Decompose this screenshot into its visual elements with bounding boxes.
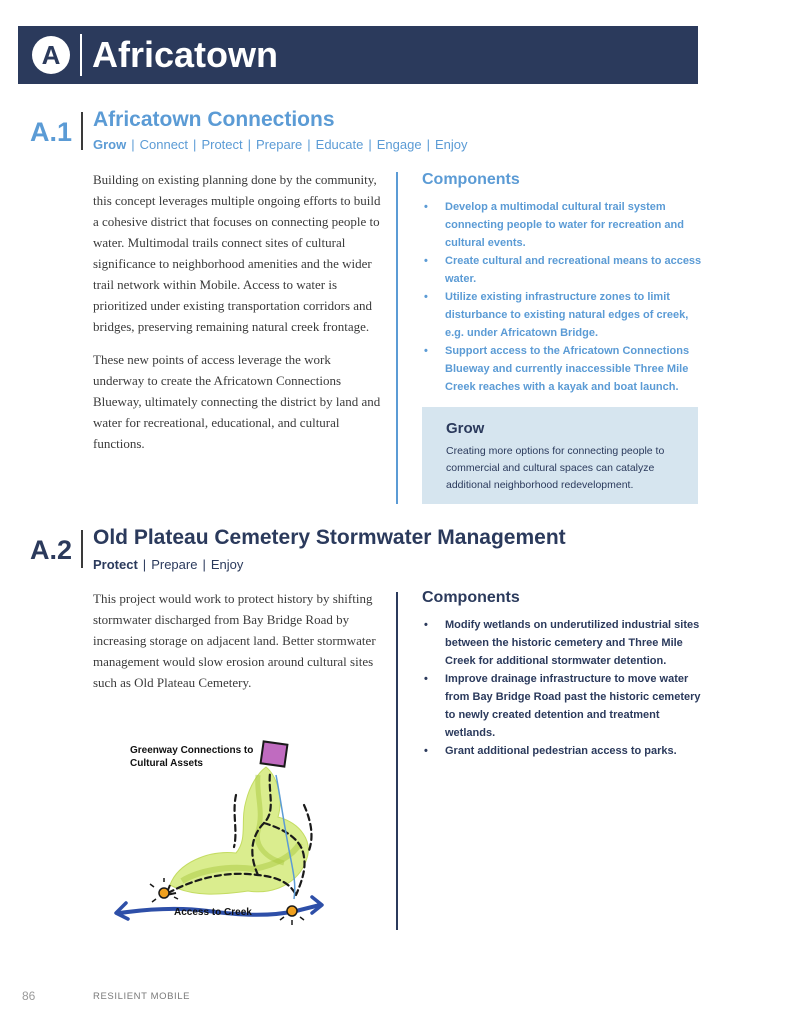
- greenway-fill: [170, 767, 308, 894]
- section-tags: [93, 136, 468, 154]
- tag-enjoy: Enjoy: [434, 137, 468, 152]
- bullet: •: [424, 619, 428, 631]
- bullet: •: [424, 345, 428, 357]
- banner-divider: [80, 34, 82, 76]
- section-number: A.2: [30, 535, 73, 565]
- tag-separator: |: [131, 137, 135, 152]
- section-title: Africatown Connections: [93, 108, 335, 131]
- list-item: • Modify wetlands on underutilized industrial sites between the historic cemetery and Three Mile Creek for additional stormwater detention.: [422, 616, 702, 670]
- chapter-letter-badge: A: [32, 36, 70, 74]
- section-divider: [81, 112, 83, 150]
- bullet: •: [424, 201, 428, 213]
- tag-connect: Connect: [139, 137, 189, 152]
- tag-separator: |: [307, 137, 311, 152]
- section-title: Old Plateau Cemetery Stormwater Management: [93, 526, 566, 549]
- sketch-label-greenway: Greenway Connections to Cultural Assets: [130, 745, 254, 769]
- publication-title: RESILIENT MOBILE: [93, 991, 191, 1002]
- components-list: [422, 616, 702, 760]
- list-item: • Grant additional pedestrian access to parks.: [422, 742, 702, 760]
- tag-separator: |: [368, 137, 372, 152]
- section-divider: [81, 530, 83, 568]
- chapter-banner: [18, 26, 698, 84]
- tag-separator: |: [247, 137, 252, 152]
- page-number: 86: [22, 989, 36, 1003]
- bullet: •: [424, 255, 428, 267]
- column-divider: [396, 592, 398, 930]
- callout-text: Creating more options for connecting people to commercial and cultural spaces can catalyze additional neighborhood redevelopment.: [446, 445, 665, 491]
- components-heading: Components: [422, 589, 520, 606]
- body-paragraph: This project would work to protect history by shifting stormwater discharged from Bay Bridge Road by increasing storage on adjacent land. Better stormwater management would slow erosion around cultural sites such as Old Plateau Cemetery.: [93, 591, 376, 690]
- sketch-label-creek-access: Access to Creek: [174, 907, 252, 918]
- tag-separator: |: [426, 137, 430, 152]
- list-item: • Develop a multimodal cultural trail system connecting people to water for recreation and cultural events.: [422, 198, 702, 252]
- list-item: • Create cultural and recreational means to access water.: [422, 252, 702, 288]
- tag-prepare: Prepare: [256, 137, 303, 152]
- section-tags: [93, 556, 243, 574]
- bullet: •: [424, 673, 428, 685]
- tag-engage: Engage: [376, 137, 422, 152]
- bullet: •: [424, 291, 428, 303]
- section-body: [93, 588, 385, 705]
- tag-enjoy: Enjoy: [210, 557, 244, 572]
- tag-educate: Educate: [315, 137, 364, 152]
- chapter-title: Africatown: [92, 34, 279, 75]
- tag-separator: |: [202, 557, 206, 572]
- bullet: •: [424, 745, 428, 757]
- body-paragraph: These new points of access leverage the work underway to create the Africatown Connections Blueway, ultimately connecting the district by land and water for recreational, educational, and cultural functions.: [93, 352, 381, 451]
- body-paragraph: Building on existing planning done by the community, this concept leverages multiple ongoing efforts to build a cohesive district that focuses on connecting people to water. Multimodal trails connect sites of cultural significance to neighborhood amenities and the wider trail network within Mobile. Access to water is prioritized under existing transportation corridors and bridges, preserving remaining natural creek frontage.: [93, 172, 381, 334]
- components-list: [422, 198, 702, 396]
- grow-callout: [422, 407, 698, 504]
- tag-separator: |: [193, 137, 197, 152]
- callout-title: Grow: [446, 420, 485, 437]
- list-item: • Support access to the Africatown Connections Blueway and currently inaccessible Three Mile Creek reaches with a kayak and boat launch.: [422, 342, 702, 396]
- list-item: • Improve drainage infrastructure to move water from Bay Bridge Road past the historic cemetery to newly created detention and treatment wetlands.: [422, 670, 702, 742]
- section-body: [93, 169, 385, 466]
- tag-grow: Grow: [93, 137, 127, 152]
- tag-separator: |: [142, 557, 147, 572]
- tag-prepare: Prepare: [151, 557, 198, 572]
- section-number: A.1: [30, 117, 73, 147]
- tag-protect: Protect: [93, 557, 138, 572]
- column-divider: [396, 172, 398, 504]
- components-heading: Components: [422, 171, 520, 188]
- list-item: • Utilize existing infrastructure zones to limit disturbance to existing natural edges of creek, e.g. under Africatown Bridge.: [422, 288, 702, 342]
- tag-protect: Protect: [201, 137, 243, 152]
